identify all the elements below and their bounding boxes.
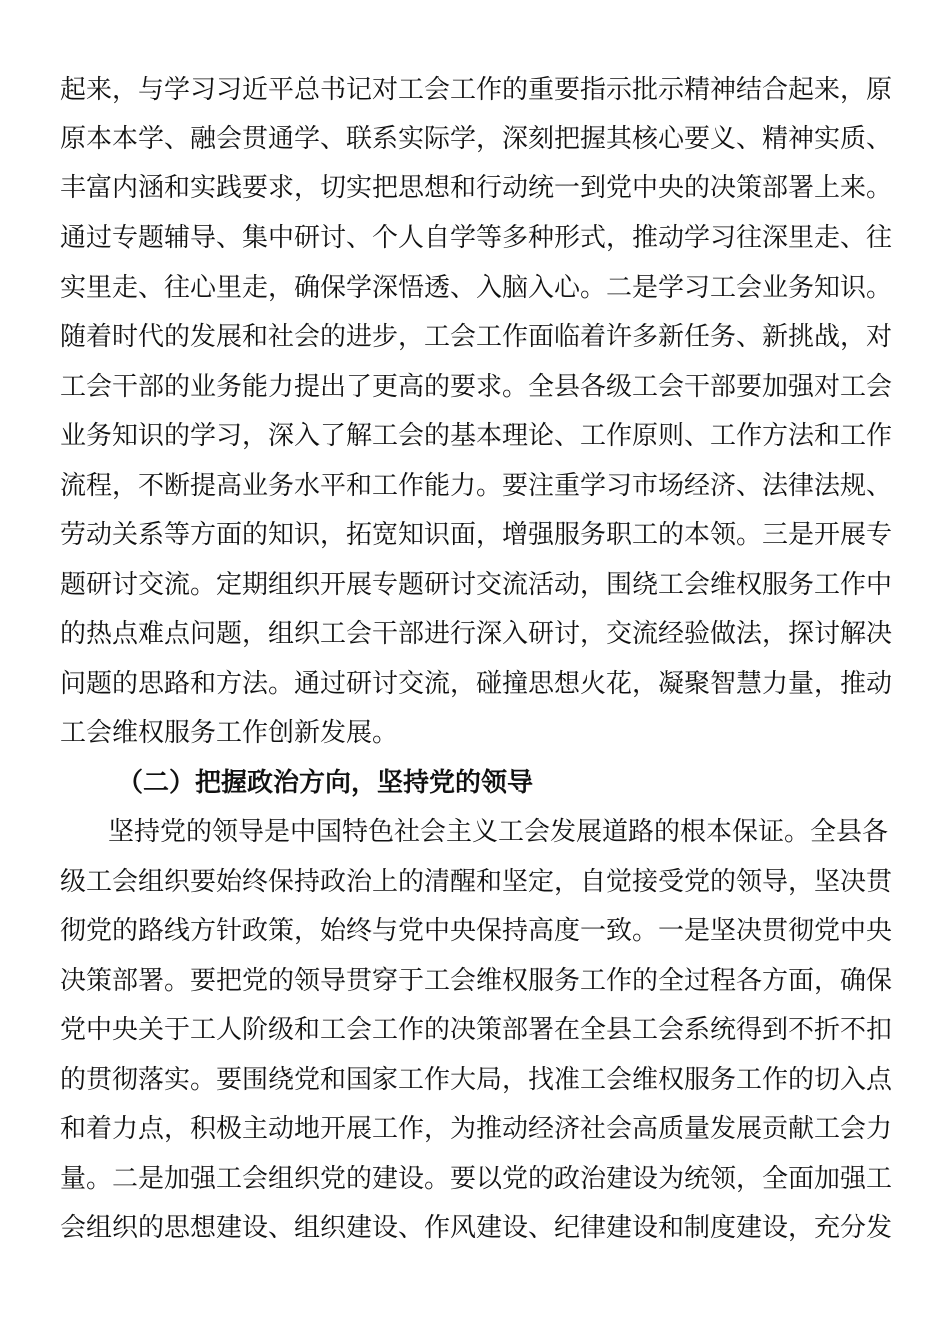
body-text-line: 丰富内涵和实践要求，切实把思想和行动统一到党中央的决策部署上来。 xyxy=(60,173,893,203)
body-text-line: 实里走、往心里走，确保学深悟透、入脑入心。二是学习工会业务知识。 xyxy=(60,273,893,303)
body-text-line: 和着力点，积极主动地开展工作，为推动经济社会高质量发展贡献工会力 xyxy=(60,1114,893,1144)
body-text-line: 级工会组织要始终保持政治上的清醒和坚定，自觉接受党的领导，坚决贯 xyxy=(60,867,893,897)
body-text-line: 问题的思路和方法。通过研讨交流，碰撞思想火花，凝聚智慧力量，推动 xyxy=(60,669,893,699)
body-text-line: 起来，与学习习近平总书记对工会工作的重要指示批示精神结合起来，原 xyxy=(60,75,893,105)
body-text-line: 决策部署。要把党的领导贯穿于工会维权服务工作的全过程各方面，确保 xyxy=(60,966,893,996)
body-text-line: 量。二是加强工会组织党的建设。要以党的政治建设为统领，全面加强工 xyxy=(60,1164,893,1194)
body-text-line: 党中央关于工人阶级和工会工作的决策部署在全县工会系统得到不折不扣 xyxy=(60,1015,893,1045)
body-text-line: 的热点难点问题，组织工会干部进行深入研讨，交流经验做法，探讨解决 xyxy=(60,619,893,649)
body-text-line: 通过专题辅导、集中研讨、个人自学等多种形式，推动学习往深里走、往 xyxy=(60,223,893,253)
body-text-line: 劳动关系等方面的知识，拓宽知识面，增强服务职工的本领。三是开展专 xyxy=(60,520,893,550)
body-text-line: 工会维权服务工作创新发展。 xyxy=(60,718,399,748)
body-text-line: 原本本学、融会贯通学、联系实际学，深刻把握其核心要义、精神实质、 xyxy=(60,124,893,154)
section-heading: （二）把握政治方向，坚持党的领导 xyxy=(117,768,534,798)
body-text-line: 随着时代的发展和社会的进步，工会工作面临着许多新任务、新挑战，对 xyxy=(60,322,893,352)
body-text-line: 工会干部的业务能力提出了更高的要求。全县各级工会干部要加强对工会 xyxy=(60,372,893,402)
body-text-line: 题研讨交流。定期组织开展专题研讨交流活动，围绕工会维权服务工作中 xyxy=(60,570,893,600)
body-text-line: 的贯彻落实。要围绕党和国家工作大局，找准工会维权服务工作的切入点 xyxy=(60,1065,893,1095)
body-text-line: 流程，不断提高业务水平和工作能力。要注重学习市场经济、法律法规、 xyxy=(60,471,893,501)
body-text-line: 会组织的思想建设、组织建设、作风建设、纪律建设和制度建设，充分发 xyxy=(60,1213,893,1243)
paragraph-first-line: 坚持党的领导是中国特色社会主义工会发展道路的根本保证。全县各 xyxy=(108,817,889,847)
body-text-line: 彻党的路线方针政策，始终与党中央保持高度一致。一是坚决贯彻党中央 xyxy=(60,916,893,946)
body-text-line: 业务知识的学习，深入了解工会的基本理论、工作原则、工作方法和工作 xyxy=(60,421,893,451)
